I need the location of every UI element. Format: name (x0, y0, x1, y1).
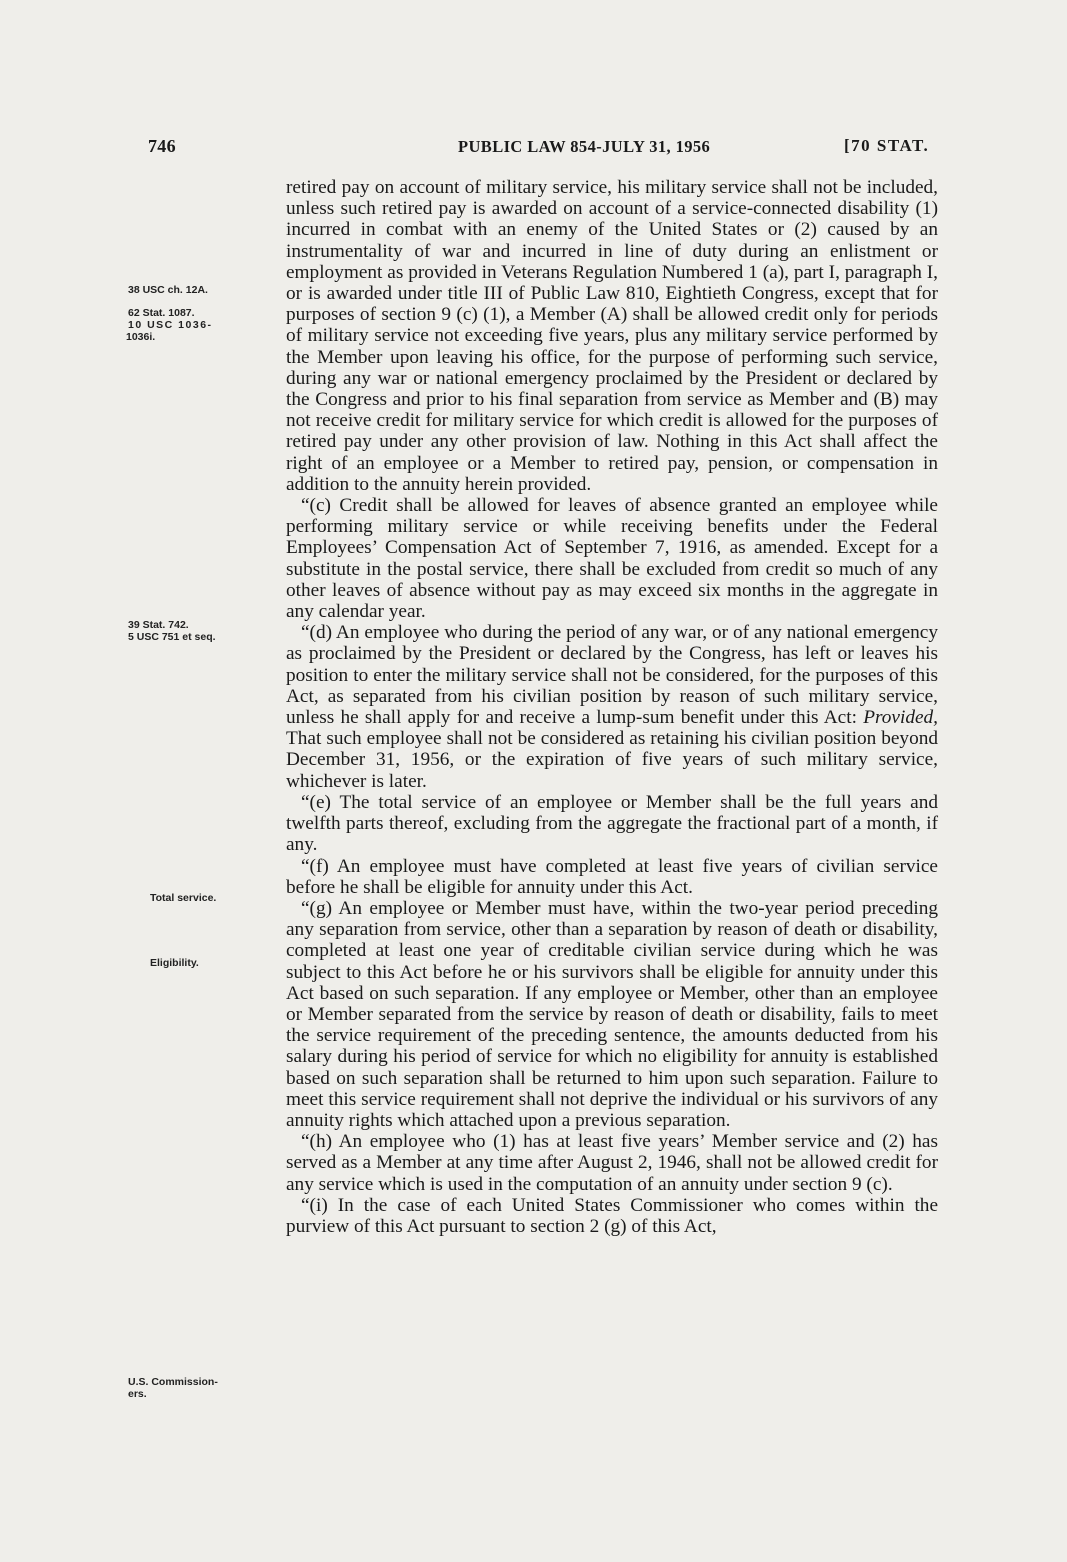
margin-note-39-stat (128, 619, 268, 643)
margin-note-text: 39 Stat. 742. (128, 619, 189, 631)
page-number: 746 (148, 136, 176, 156)
paragraph-f: “(f) An employee must have completed at least five years of civilian service before he shall be eligible for annuity under this Act. (286, 855, 938, 898)
paragraph-g: “(g) An employee or Member must have, within the two-year period preceding any separation from service, other than a separation by reason of death or disability, completed at least one year of creditable civilian service during which he was subject to this Act before he or his survivors shall be eligible for annuity under this Act based on such separation. If any employee or Member, other than an employee or Member separated from the service by reason of death or disability, fails to meet the service requirement of the preceding sentence, the amounts deducted from his salary during his period of service for which no eligibility for annuity is established based on such separation shall be returned to him upon such separation. Failure to meet this service requirement shall not deprive the individual or his survivors of any annuity rights which attached upon a previous separation. (286, 897, 938, 1131)
margin-note-text: 5 USC 751 et seq. (128, 631, 216, 643)
paragraph-c: “(c) Credit shall be allowed for leaves of absence granted an employee while performing military service or while receiving benefits under the Federal Employees’ Compensation Act of September 7, 1916, as amended. Except for a substitute in the postal service, there shall be excluded from credit so much of any other leaves of absence without pay as may exceed six months in the aggregate in any calendar year. (286, 495, 938, 623)
margin-note-38-usc (128, 284, 268, 296)
margin-note-text: Total service. (150, 892, 217, 904)
paragraph-e: “(e) The total service of an employee or Member shall be the full years and twelfth parts thereof, excluding from the aggregate the fractional part of a month, if any. (286, 791, 938, 856)
margin-note-eligibility (150, 957, 290, 969)
paragraph-i: “(i) In the case of each United States Commissioner who comes within the purview of this Act pursuant to section 2 (g) of this Act, (286, 1194, 938, 1237)
paragraph-h: “(h) An employee who (1) has at least five years’ Member service and (2) has served as a Member at any time after August 2, 1946, shall not be allowed credit for any service which is used in the computation of an annuity under section 9 (c). (286, 1131, 938, 1195)
margin-note-us-commissioners (128, 1376, 268, 1400)
paragraph-d (286, 622, 938, 792)
margin-note-text: 10 USC 1036- (128, 319, 213, 331)
margin-note-text: 62 Stat. 1087. (128, 307, 195, 319)
margin-note-text: 1036i. (126, 331, 156, 343)
paragraph-d-text: “(d) An employee who during the period of any war, or of any national emergency as proclaimed by the President or declared by the Congress, has left or leaves his position to enter the military service shall not be considered, for the purposes of this Act, as separated from his civilian position by reason of such military service, unless he shall apply for and receive a lump-sum benefit under this Act: (286, 622, 938, 729)
paragraph-continuation: retired pay on account of military service, his military service shall not be included, unless such retired pay is awarded on account of a service-connected disability (1) incurred in combat with an enemy of the United States or (2) caused by an instrumentality of war and incurred in line of duty during an enlistment or employment as provided in Veterans Regulation Numbered 1 (a), part I, paragraph I, or is awarded under title III of Public Law 810, Eightieth Congress, except that for purposes of section 9 (c) (1), a Member (A) shall be allowed credit only for periods of military service not exceeding five years, plus any military service performed by the Member upon leaving his office, for the purpose of performing such service, during any war or national emergency proclaimed by the President or declared by the Congress and prior to his final separation from service as Member and (B) may not receive credit for military service for which credit is allowed for the purposes of retired pay under any other provision of law. Nothing in this Act shall affect the right of an employee or a Member to retired pay, pension, or compensation in addition to the annuity herein provided. (286, 177, 938, 495)
margin-note-total-service (150, 892, 290, 904)
margin-note-text: Eligibility. (150, 957, 199, 969)
provided-term: Provided, (863, 707, 938, 729)
page-header (0, 136, 1067, 162)
margin-note-text: 38 USC ch. 12A. (128, 284, 208, 296)
running-title: PUBLIC LAW 854-JULY 31, 1956 (458, 137, 711, 156)
margin-note-62-stat (128, 307, 268, 343)
body-text (286, 177, 938, 1237)
margin-note-text: U.S. Commission- (128, 1376, 218, 1388)
paragraph-d-text-continued: That such employee shall not be considered as retaining his civilian position beyond December 31, 1956, or the expiration of five years of such military service, whichever is later. (286, 728, 938, 792)
statute-reference: [70 STAT. (844, 136, 930, 155)
margin-note-text: ers. (128, 1388, 147, 1400)
